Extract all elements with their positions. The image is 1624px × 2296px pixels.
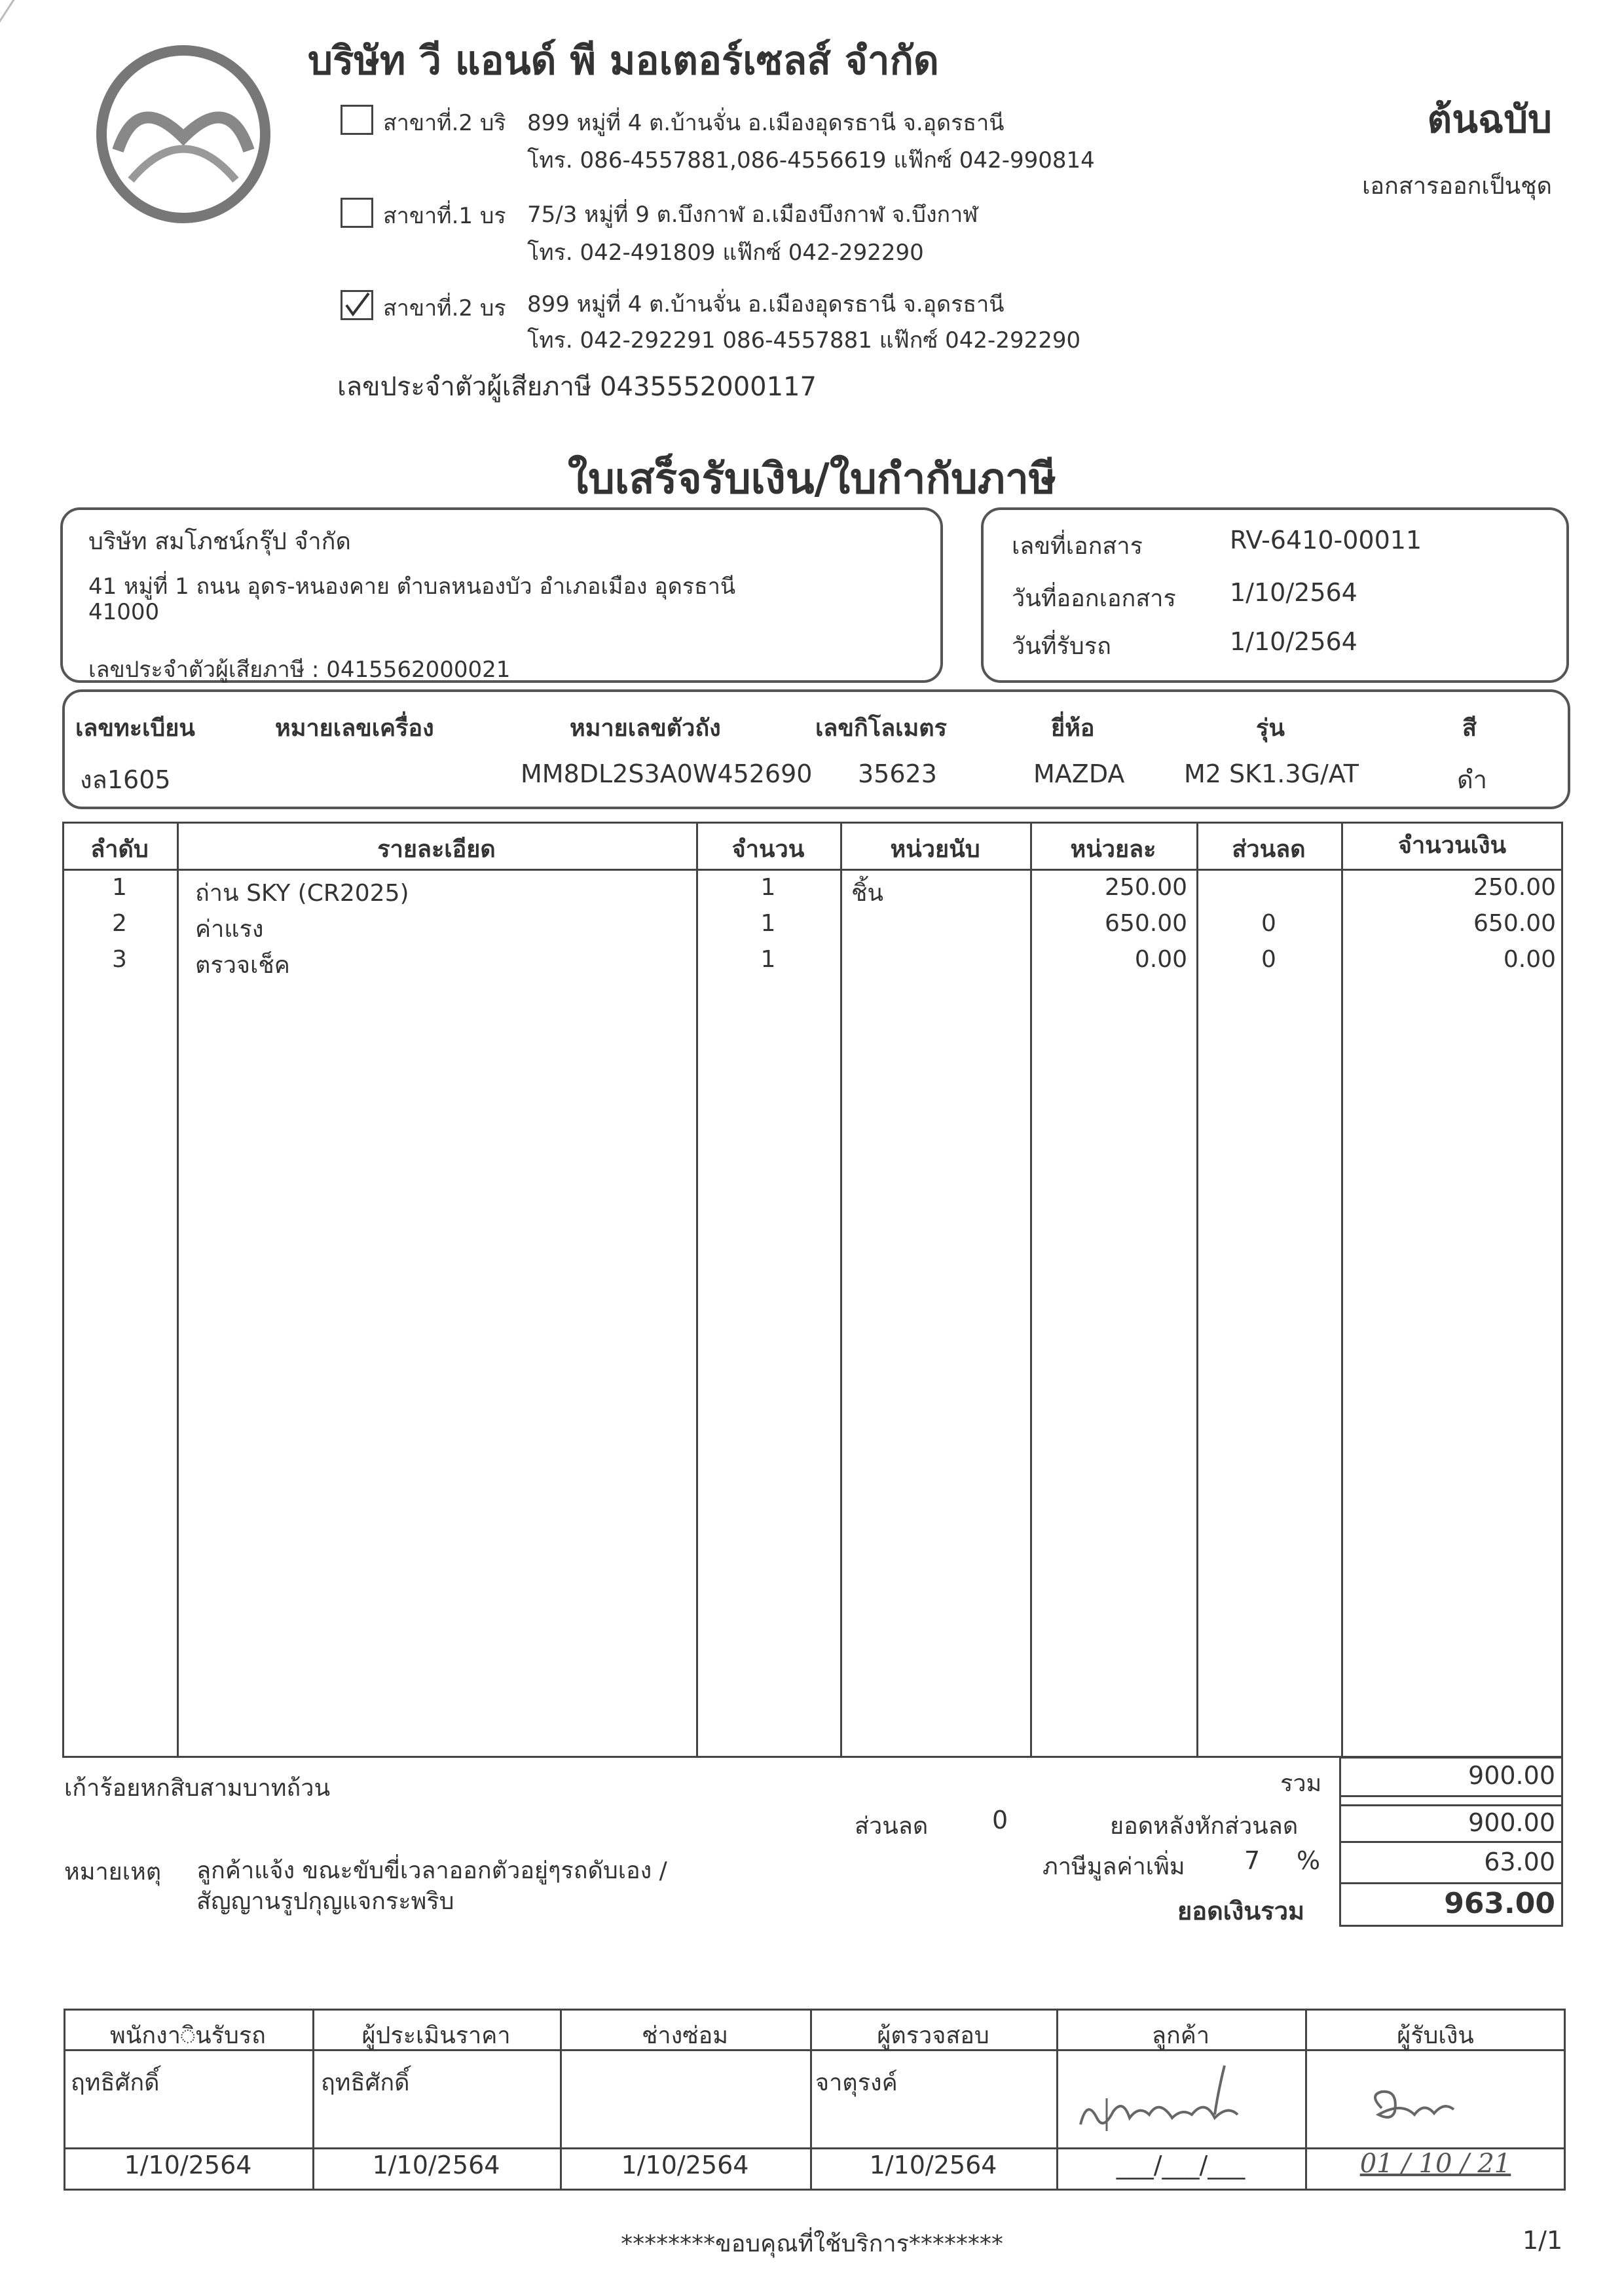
vat-label: ภาษีมูลค่าเพิ่ม xyxy=(1043,1853,1185,1880)
copy-label: ต้นฉบับ xyxy=(1427,97,1552,141)
scan-edge xyxy=(0,0,110,41)
footer-thanks: ********ขอบคุณที่ใช้บริการ******** xyxy=(621,2231,1003,2257)
items-header-desc: รายละเอียด xyxy=(377,836,496,863)
receive-date-label: วันที่รับรถ xyxy=(1012,633,1111,660)
signature-date: 1/10/2564 xyxy=(124,2151,252,2179)
grand-total-label: ยอดเงินรวม xyxy=(1177,1897,1305,1925)
customer-postcode: 41000 xyxy=(88,599,160,625)
cashier-signature xyxy=(1362,2082,1467,2134)
items-header-no: ลำดับ xyxy=(90,836,149,863)
items-header-divider xyxy=(62,869,1563,871)
branch-address: 899 หมู่ที่ 4 ต.บ้านจั่น อ.เมืองอุดรธานี จ.อุดรธานี xyxy=(527,291,1005,318)
signature-header-cashier: ผู้รับเงิน xyxy=(1397,2022,1474,2049)
column-divider xyxy=(840,822,842,1758)
signature-name: ฤทธิศักดิ์ xyxy=(71,2069,160,2096)
item-amount: 0.00 xyxy=(1503,946,1556,973)
signature-date: 1/10/2564 xyxy=(869,2151,997,2179)
vat-value: 63.00 xyxy=(1484,1848,1555,1876)
signature-header-inspector: ผู้ตรวจสอบ xyxy=(877,2022,989,2049)
vehicle-plate: งล1605 xyxy=(80,765,171,794)
signature-header-estimator: ผู้ประเมินราคา xyxy=(361,2022,511,2049)
items-header-qty: จำนวน xyxy=(731,836,805,863)
subtotal-value: 900.00 xyxy=(1468,1761,1555,1790)
vehicle-brand: MAZDA xyxy=(1033,759,1125,788)
customer-address: 41 หมู่ที่ 1 ถนน อุดร-หนองคาย ตำบลหนองบัว อำเภอเมือง อุดรธานี xyxy=(88,574,736,600)
item-desc: ค่าแรง xyxy=(195,916,264,943)
discount-value: 0 xyxy=(992,1806,1008,1834)
item-unit: ชิ้น xyxy=(851,880,884,907)
vat-rate: 7 xyxy=(1244,1846,1261,1875)
signature-date: ___/___/___ xyxy=(1116,2151,1246,2179)
customer-signature xyxy=(1067,2052,1277,2144)
branch-label: สาขาที่.2 บริ xyxy=(383,110,506,136)
branch-phones: โทร. 042-292291 086-4557881 แฟ๊กซ์ 042-292290 xyxy=(527,327,1081,354)
item-price: 0.00 xyxy=(1134,946,1187,973)
vehicle-header-model: รุ่น xyxy=(1256,715,1285,742)
item-no: 1 xyxy=(112,874,127,901)
vehicle-header-plate: เลขทะเบียน xyxy=(75,715,195,742)
items-header-amount: จำนวนเงิน xyxy=(1397,832,1507,859)
vat-percent: % xyxy=(1297,1846,1321,1875)
company-tax-id: เลขประจำตัวผู้เสียภาษี 0435552000117 xyxy=(337,372,817,402)
branch-phones: โทร. 042-491809 แฟ๊กซ์ 042-292290 xyxy=(527,240,924,266)
item-qty: 1 xyxy=(760,910,776,937)
vehicle-header-brand: ยี่ห้อ xyxy=(1051,715,1095,742)
item-no: 2 xyxy=(112,910,127,937)
signature-date: 1/10/2564 xyxy=(621,2151,749,2179)
receive-date: 1/10/2564 xyxy=(1230,627,1357,656)
remark-line2: สัญญานรูปกุญแจกระพริบ xyxy=(196,1888,454,1915)
customer-tax-id: เลขประจำตัวผู้เสียภาษี : 0415562000021 xyxy=(88,657,511,683)
signature-header-receiver: พนักงา◌ินรับรถ xyxy=(110,2022,266,2049)
branch-address: 899 หมู่ที่ 4 ต.บ้านจั่น อ.เมืองอุดรธานี จ.อุดรธานี xyxy=(527,110,1005,136)
doc-no-label: เลขที่เอกสาร xyxy=(1012,533,1143,560)
branch-checkbox-checked[interactable] xyxy=(341,290,373,320)
signature-date: 01 / 10 / 21 xyxy=(1359,2149,1511,2179)
branch-checkbox[interactable] xyxy=(341,105,373,135)
customer-name: บริษัท สมโภชน์กรุ๊ป จำกัด xyxy=(88,528,351,555)
company-name: บริษัท วี แอนด์ พี มอเตอร์เซลส์ จำกัด xyxy=(308,38,939,84)
items-header-price: หน่วยละ xyxy=(1070,836,1156,863)
page-number: 1/1 xyxy=(1522,2226,1563,2255)
vehicle-chassis-no: MM8DL2S3A0W452690 xyxy=(521,759,813,788)
item-qty: 1 xyxy=(760,946,776,973)
vehicle-model: M2 SK1.3G/AT xyxy=(1184,759,1359,788)
remark-line1: ลูกค้าแจ้ง ขณะขับขี่เวลาออกตัวอยู่ๆรถดับเอง / xyxy=(196,1857,667,1884)
copy-note: เอกสารออกเป็นชุด xyxy=(1362,173,1552,200)
after-discount-value: 900.00 xyxy=(1468,1808,1555,1837)
vehicle-header-mileage: เลขกิโลเมตร xyxy=(815,715,947,742)
vehicle-header-color: สี xyxy=(1462,715,1477,742)
vehicle-mileage: 35623 xyxy=(858,759,937,788)
item-desc: ตรวจเช็ค xyxy=(195,952,290,979)
document-title: ใบเสร็จรับเงิน/ใบกำกับภาษี xyxy=(567,455,1057,503)
signature-date: 1/10/2564 xyxy=(372,2151,500,2179)
item-discount: 0 xyxy=(1261,910,1276,937)
totals-divider xyxy=(1339,1795,1563,1797)
totals-divider xyxy=(1339,1882,1563,1884)
item-price: 250.00 xyxy=(1105,874,1187,901)
totals-divider xyxy=(1339,1841,1563,1843)
after-discount-label: ยอดหลังหักส่วนลด xyxy=(1110,1813,1299,1840)
totals-divider xyxy=(1339,1804,1563,1806)
issue-date-label: วันที่ออกเอกสาร xyxy=(1012,585,1176,612)
item-discount: 0 xyxy=(1261,946,1276,973)
branch-label: สาขาที่.2 บร xyxy=(383,295,506,321)
signature-name: จาตุรงค์ xyxy=(815,2069,898,2096)
vehicle-color: ดำ xyxy=(1457,765,1488,794)
remark-label: หมายเหตุ xyxy=(64,1859,162,1886)
vehicle-header-engine: หมายเลขเครื่อง xyxy=(275,715,434,742)
items-header-unit: หน่วยนับ xyxy=(890,836,980,863)
vehicle-box xyxy=(62,689,1570,809)
signature-name: ฤทธิศักดิ์ xyxy=(321,2069,410,2096)
signature-header-mechanic: ช่างซ่อม xyxy=(641,2022,728,2049)
subtotal-label: รวม xyxy=(1280,1770,1322,1797)
branch-address: 75/3 หมู่ที่ 9 ต.บึงกาฬ อ.เมืองบึงกาฬ จ.บึงกาฬ xyxy=(527,202,978,228)
doc-no: RV-6410-00011 xyxy=(1230,526,1422,555)
grand-total-value: 963.00 xyxy=(1444,1887,1555,1920)
item-price: 650.00 xyxy=(1105,910,1187,937)
branch-label: สาขาที่.1 บร xyxy=(383,203,506,229)
item-amount: 650.00 xyxy=(1473,910,1556,937)
item-desc: ถ่าน SKY (CR2025) xyxy=(195,880,409,907)
discount-label: ส่วนลด xyxy=(855,1813,929,1840)
item-no: 3 xyxy=(112,946,127,973)
item-amount: 250.00 xyxy=(1473,874,1556,901)
branch-phones: โทร. 086-4557881,086-4556619 แฟ๊กซ์ 042-990814 xyxy=(527,147,1095,173)
check-icon xyxy=(342,292,371,318)
signature-header-customer: ลูกค้า xyxy=(1151,2022,1210,2049)
items-header-discount: ส่วนลด xyxy=(1232,836,1306,863)
issue-date: 1/10/2564 xyxy=(1230,578,1357,607)
branch-checkbox[interactable] xyxy=(341,198,373,228)
company-logo xyxy=(92,39,275,229)
item-qty: 1 xyxy=(760,874,776,901)
column-divider xyxy=(177,822,179,1758)
amount-in-words: เก้าร้อยหกสิบสามบาทถ้วน xyxy=(64,1775,331,1802)
vehicle-header-chassis: หมายเลขตัวถัง xyxy=(570,715,721,742)
